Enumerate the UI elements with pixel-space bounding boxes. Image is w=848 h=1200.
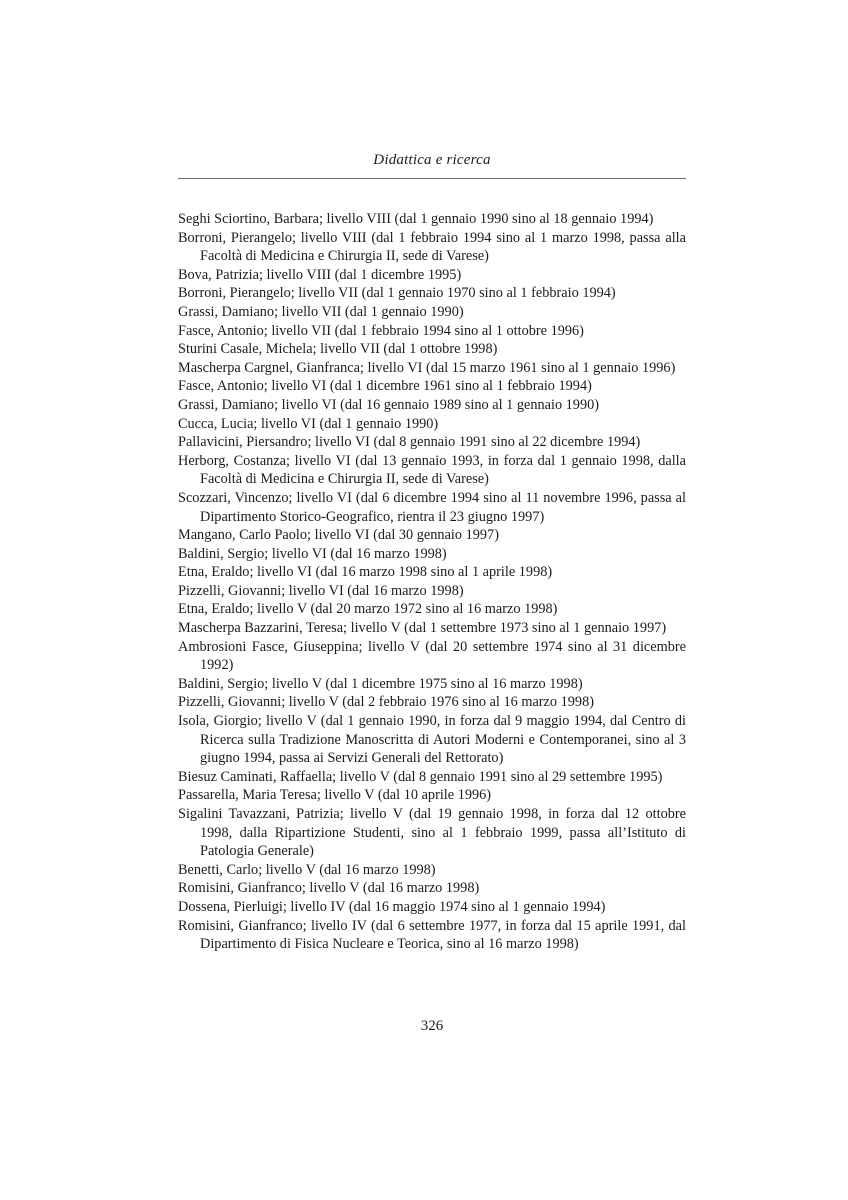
list-item: Sigalini Tavazzani, Patrizia; livello V (dal 19 gennaio 1998, in forza dal 12 ottobre 1998, dalla Ripartizione Studenti, sino al 1 febbraio 1999, passa all’Istituto di Patologia Generale) <box>178 806 686 860</box>
list-item: Dossena, Pierluigi; livello IV (dal 16 maggio 1974 sino al 1 gennaio 1994) <box>178 898 606 915</box>
list-item: Scozzari, Vincenzo; livello VI (dal 6 dicembre 1994 sino al 11 novembre 1996, passa al Dipartimento Storico-Geografico, rientra il 23 giugno 1997) <box>178 489 686 525</box>
list-item: Biesuz Caminati, Raffaella; livello V (dal 8 gennaio 1991 sino al 29 settembre 1995) <box>178 768 663 785</box>
list-item: Etna, Eraldo; livello VI (dal 16 marzo 1998 sino al 1 aprile 1998) <box>178 564 553 581</box>
list-item: Mascherpa Cargnel, Gianfranca; livello VI (dal 15 marzo 1961 sino al 1 gennaio 1996) <box>178 359 676 376</box>
list-item: Mangano, Carlo Paolo; livello VI (dal 30 gennaio 1997) <box>178 527 499 544</box>
list-item: Bova, Patrizia; livello VIII (dal 1 dicembre 1995) <box>178 266 462 283</box>
list-item: Fasce, Antonio; livello VII (dal 1 febbraio 1994 sino al 1 ottobre 1996) <box>178 322 584 339</box>
list-item: Borroni, Pierangelo; livello VIII (dal 1 febbraio 1994 sino al 1 marzo 1998, passa alla Facoltà di Medicina e Chirurgia II, sede di Varese) <box>178 229 686 265</box>
list-item: Seghi Sciortino, Barbara; livello VIII (dal 1 gennaio 1990 sino al 18 gennaio 1994) <box>178 211 654 227</box>
list-item: Cucca, Lucia; livello VI (dal 1 gennaio 1990) <box>178 415 439 432</box>
list-item: Fasce, Antonio; livello VI (dal 1 dicembre 1961 sino al 1 febbraio 1994) <box>178 378 592 395</box>
list-item: Baldini, Sergio; livello VI (dal 16 marzo 1998) <box>178 545 447 562</box>
list-item: Mascherpa Bazzarini, Teresa; livello V (dal 1 settembre 1973 sino al 1 gennaio 1997) <box>178 620 667 637</box>
list-item: Romisini, Gianfranco; livello IV (dal 6 settembre 1977, in forza dal 15 aprile 1991, dal Dipartimento di Fisica Nucleare e Teorica, sino al 16 marzo 1998) <box>178 917 686 953</box>
list-item: Herborg, Costanza; livello VI (dal 13 gennaio 1993, in forza dal 1 gennaio 1998, dalla Facoltà di Medicina e Chirurgia II, sede di Varese) <box>178 452 686 488</box>
list-item: Borroni, Pierangelo; livello VII (dal 1 gennaio 1970 sino al 1 febbraio 1994) <box>178 285 616 302</box>
entry-list <box>178 210 686 954</box>
running-title: Didattica e ricerca <box>373 152 491 168</box>
list-item: Ambrosioni Fasce, Giuseppina; livello V (dal 20 settembre 1974 sino al 31 dicembre 1992) <box>178 638 686 674</box>
page-number: 326 <box>420 1018 444 1034</box>
list-item: Pizzelli, Giovanni; livello V (dal 2 febbraio 1976 sino al 16 marzo 1998) <box>178 694 594 711</box>
list-item: Romisini, Gianfranco; livello V (dal 16 marzo 1998) <box>178 880 480 897</box>
list-item: Etna, Eraldo; livello V (dal 20 marzo 1972 sino al 16 marzo 1998) <box>178 601 558 618</box>
running-head <box>178 152 686 179</box>
list-item: Pallavicini, Piersandro; livello VI (dal 8 gennaio 1991 sino al 22 dicembre 1994) <box>178 434 641 451</box>
list-item: Isola, Giorgio; livello V (dal 1 gennaio 1990, in forza dal 9 maggio 1994, dal Centro di Ricerca sulla Tradizione Manoscritta di Autori Moderni e Contemporanei, sino al 3 giugno 1994, passa ai Servizi Generali del Rettorato) <box>178 713 686 767</box>
list-item: Benetti, Carlo; livello V (dal 16 marzo 1998) <box>178 861 436 878</box>
header-rule <box>178 178 686 179</box>
list-item: Passarella, Maria Teresa; livello V (dal 10 aprile 1996) <box>178 787 492 804</box>
list-item: Grassi, Damiano; livello VII (dal 1 gennaio 1990) <box>178 303 464 320</box>
list-item: Sturini Casale, Michela; livello VII (dal 1 ottobre 1998) <box>178 341 498 358</box>
list-item: Pizzelli, Giovanni; livello VI (dal 16 marzo 1998) <box>178 582 464 599</box>
list-item: Grassi, Damiano; livello VI (dal 16 gennaio 1989 sino al 1 gennaio 1990) <box>178 396 600 413</box>
list-item: Baldini, Sergio; livello V (dal 1 dicembre 1975 sino al 16 marzo 1998) <box>178 675 583 692</box>
